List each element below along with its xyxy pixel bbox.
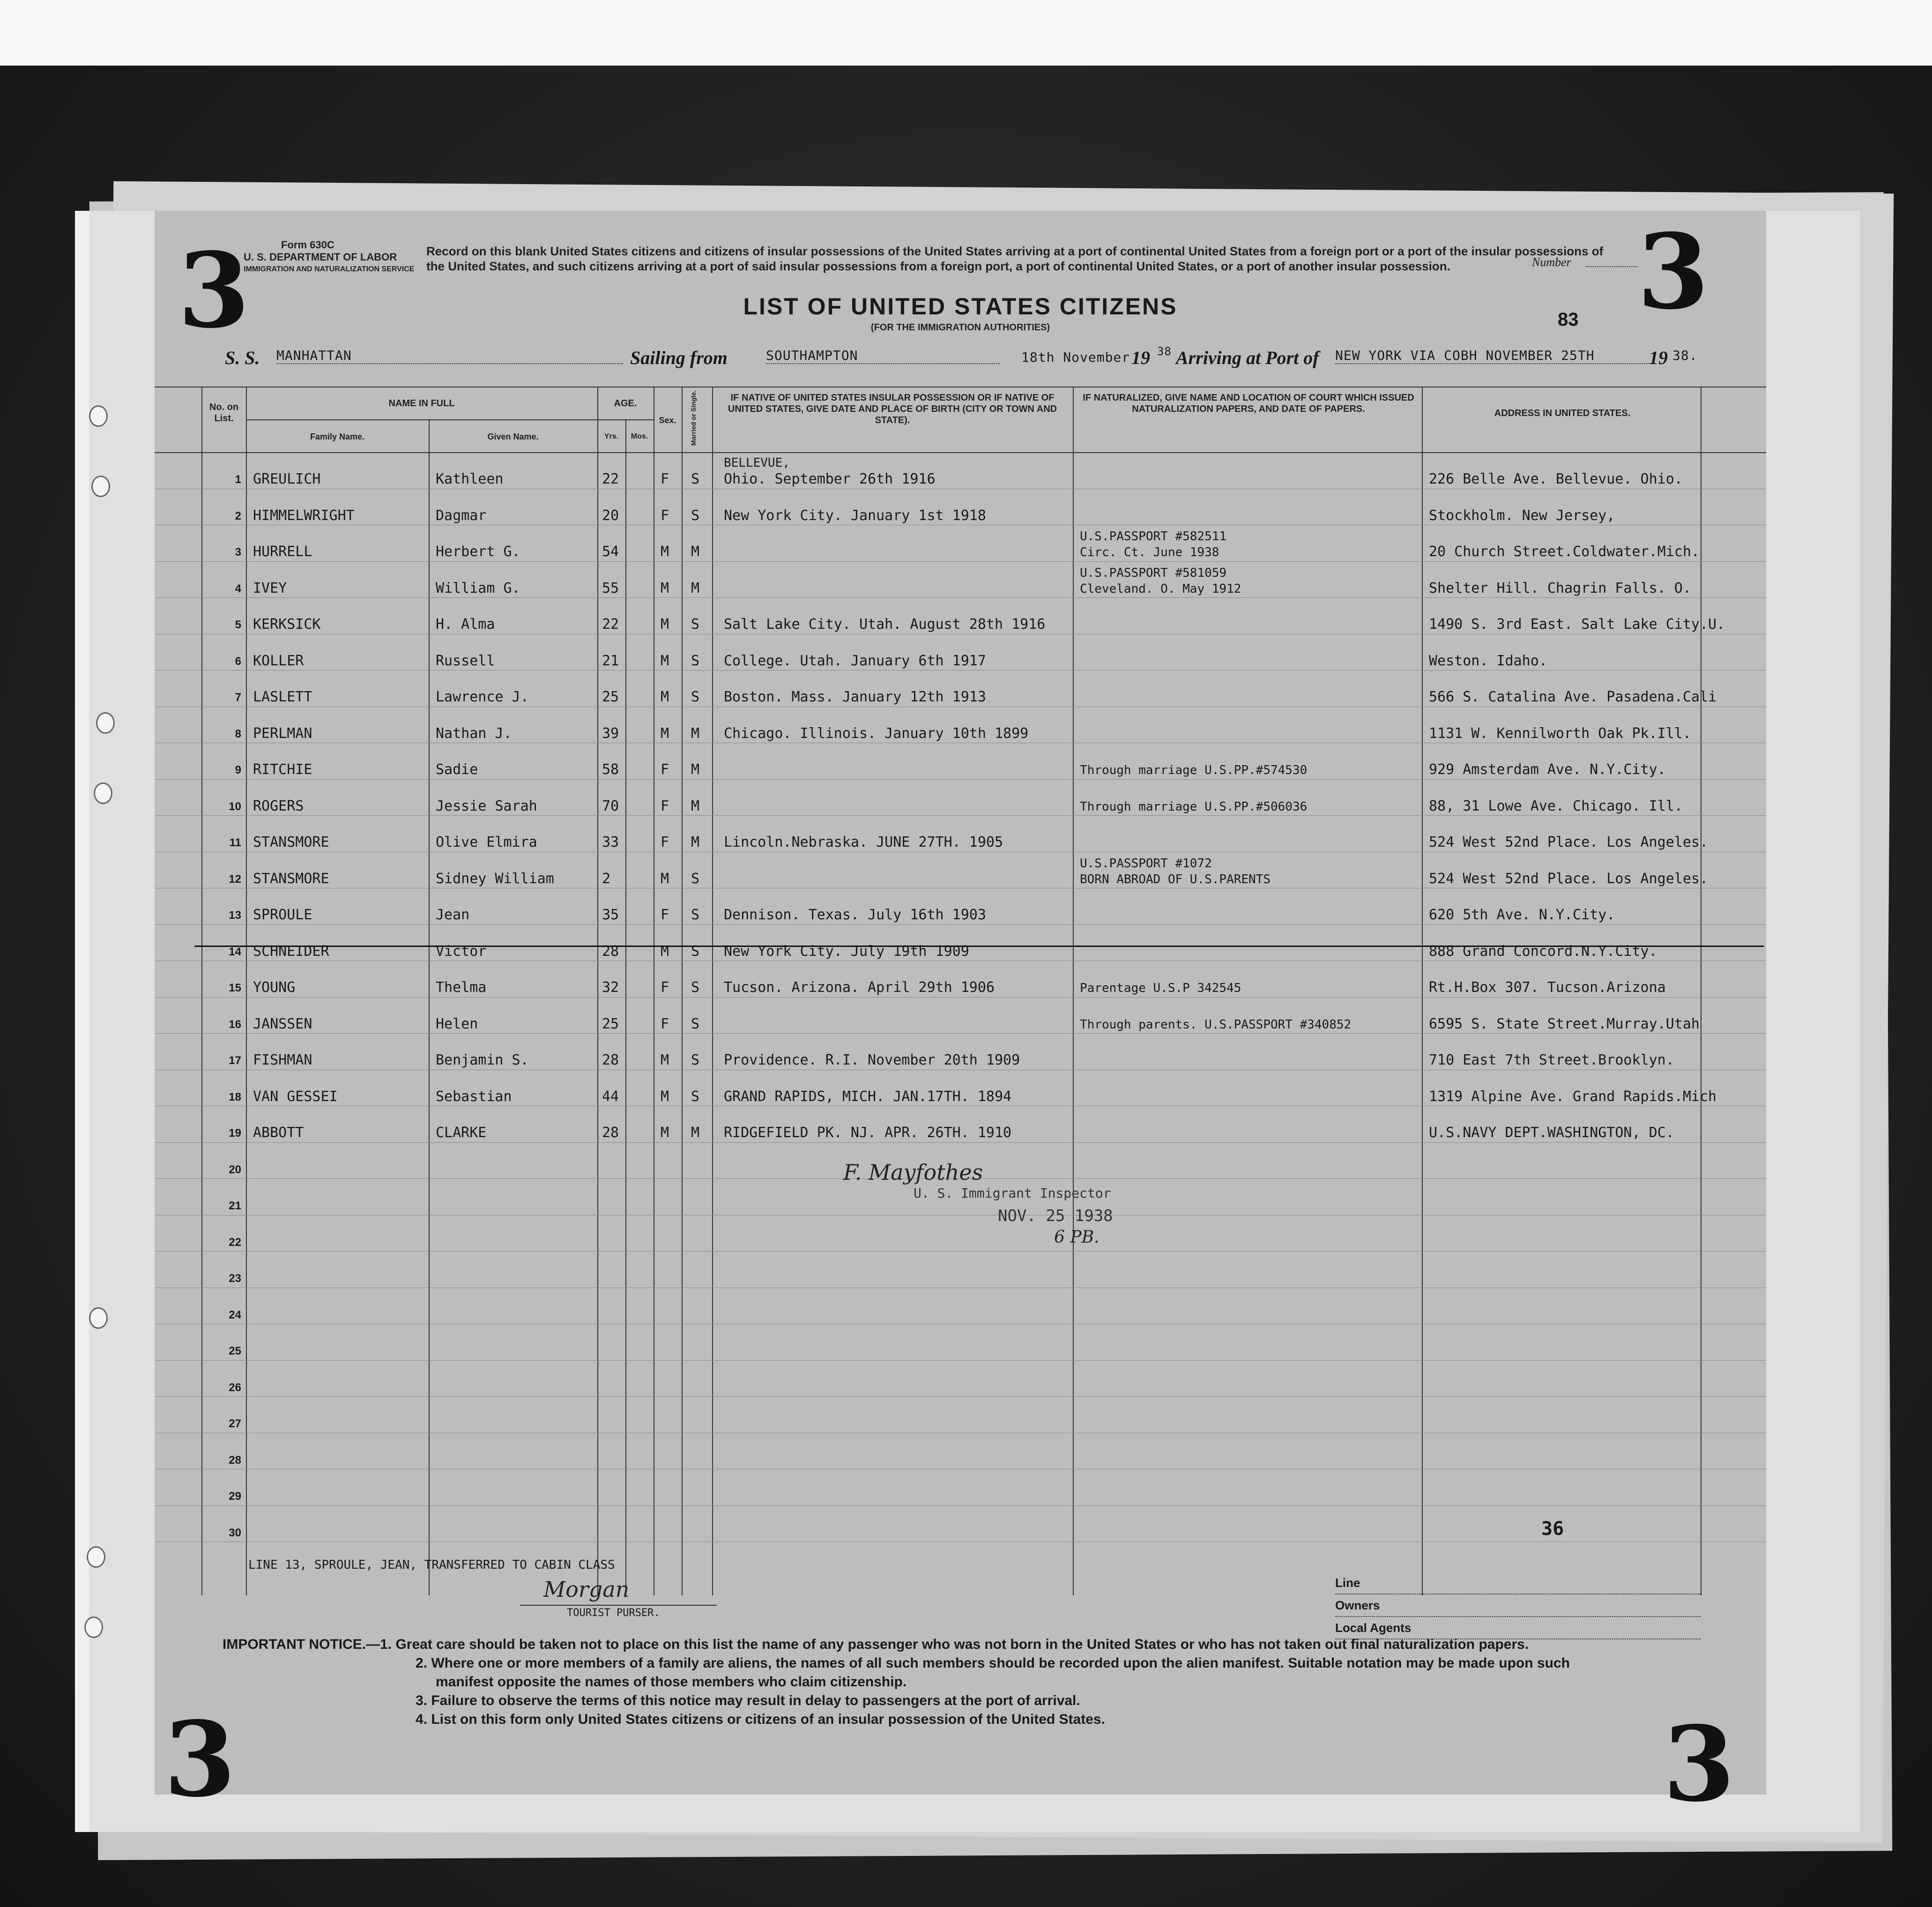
- line-number: 4: [235, 582, 241, 595]
- family-name: ROGERS: [253, 797, 304, 814]
- given-name: Nathan J.: [436, 725, 512, 742]
- line-13-strikethrough: [194, 946, 1764, 947]
- age-years: 28: [602, 943, 619, 960]
- ship-name: MANHATTAN: [276, 348, 623, 364]
- us-address: Shelter Hill. Chagrin Falls. O.: [1429, 580, 1691, 596]
- marital-status: M: [691, 544, 700, 560]
- corner-number-bottom-right: 3: [1663, 1703, 1735, 1825]
- header-no: No. on List.: [209, 402, 239, 424]
- notice-line-3: 3. Failure to observe the terms of this notice may result in delay to passengers at the port of arrival.: [416, 1693, 1080, 1708]
- family-name: LASLETT: [253, 689, 312, 705]
- header-address: ADDRESS IN UNITED STATES.: [1494, 408, 1631, 418]
- row-rule: [155, 1360, 1766, 1361]
- sex: F: [661, 979, 669, 996]
- given-name: Sadie: [436, 761, 478, 778]
- header-name-in-full: NAME IN FULL: [388, 398, 455, 409]
- sailing-from: SOUTHAMPTON: [766, 348, 1000, 364]
- birth-place-date: Tucson. Arizona. April 29th 1906: [724, 979, 995, 996]
- form-title: LIST OF UNITED STATES CITIZENS: [743, 293, 1178, 320]
- birth-place-date: Ohio. September 26th 1916: [724, 471, 936, 487]
- given-name: Lawrence J.: [436, 689, 529, 705]
- ss-label: S. S.: [225, 347, 260, 368]
- line-number: 16: [229, 1018, 241, 1031]
- binder-hole: [96, 712, 115, 734]
- notice-line-1: IMPORTANT NOTICE.—1. Great care should be taken not to place on this list the name of any passenger who was not born in the United States or who has not taken out final naturalization papers.: [223, 1637, 1529, 1652]
- sex: M: [661, 652, 669, 669]
- line-number: 1: [235, 473, 241, 486]
- row-rule: [155, 1033, 1766, 1034]
- line-number: 25: [229, 1345, 241, 1357]
- header-yrs: Yrs.: [604, 432, 619, 440]
- number-label: Number: [1532, 255, 1571, 269]
- line-number: 22: [229, 1236, 241, 1249]
- inspector-signature: F. Mayfothes: [843, 1160, 983, 1185]
- purser-title: TOURIST PURSER.: [567, 1607, 660, 1619]
- given-name: Benjamin S.: [436, 1052, 529, 1068]
- header-birth: IF NATIVE OF UNITED STATES INSULAR POSSESSION OR IF NATIVE OF UNITED STATES, GIVE DATE AND PLACE OF BIRTH (CITY OR TOWN AND STATE).: [728, 393, 1057, 425]
- line-number: 19: [229, 1127, 241, 1140]
- family-name: IVEY: [253, 580, 287, 596]
- important-notice: [223, 1635, 1628, 1729]
- record-instructions: Record on this blank United States citizens and citizens of insular possessions of the United States arriving at a port of continental United States from a foreign port or a port of the insular possessions of the United States, and such citizens arriving at a port of said insular possessions from a foreign port, a port of continental United States, or a port of another insular possession.: [426, 244, 1604, 273]
- arriving-label: Arriving at Port of: [1176, 347, 1319, 368]
- name-header-rule: [246, 419, 654, 420]
- given-name: Kathleen: [436, 471, 504, 487]
- line-number: 5: [235, 618, 241, 631]
- us-address: 88, 31 Lowe Ave. Chicago. Ill.: [1429, 797, 1683, 814]
- binder-hole: [94, 782, 112, 804]
- age-years: 55: [602, 580, 619, 596]
- page-count: 36: [1541, 1518, 1564, 1540]
- col-rule: [712, 387, 713, 1595]
- us-address: Stockholm. New Jersey,: [1429, 507, 1615, 524]
- line-number: 15: [229, 982, 241, 994]
- us-address: 929 Amsterdam Ave. N.Y.City.: [1429, 761, 1666, 778]
- line-number: 18: [229, 1090, 241, 1103]
- arrive-year-prefix: 19: [1649, 347, 1668, 368]
- col-rule: [1073, 387, 1074, 1595]
- form-subtitle: (FOR THE IMMIGRATION AUTHORITIES): [870, 322, 1050, 333]
- given-name: William G.: [436, 580, 520, 596]
- line-number: 27: [229, 1417, 241, 1430]
- line-number: 26: [229, 1381, 241, 1394]
- given-name: Herbert G.: [436, 544, 520, 560]
- us-address: 566 S. Catalina Ave. Pasadena.Cali: [1429, 689, 1717, 705]
- sex: F: [661, 761, 669, 778]
- us-address: 20 Church Street.Coldwater.Mich.: [1429, 544, 1700, 560]
- family-name: YOUNG: [253, 979, 296, 996]
- inspector-date-stamp: NOV. 25 1938: [998, 1207, 1113, 1225]
- given-name: Sidney William: [436, 870, 554, 887]
- sex: M: [661, 580, 669, 596]
- sex: F: [661, 1015, 669, 1032]
- arrive-year: 38.: [1672, 348, 1698, 363]
- naturalization-detail: Through marriage U.S.PP.#574530: [1080, 763, 1308, 777]
- age-years: 35: [602, 907, 619, 923]
- line-number: 7: [235, 691, 241, 704]
- us-address: 888 Grand Concord.N.Y.City.: [1429, 943, 1657, 960]
- col-rule: [682, 387, 683, 1595]
- us-address: 1319 Alpine Ave. Grand Rapids.Mich: [1429, 1088, 1717, 1105]
- given-name: Olive Elmira: [436, 834, 537, 850]
- header-sex: Sex.: [659, 416, 676, 425]
- passenger-table: [155, 387, 1766, 1595]
- binder-hole: [89, 405, 108, 427]
- sex: F: [661, 834, 669, 850]
- age-years: 70: [602, 797, 619, 814]
- age-years: 33: [602, 834, 619, 850]
- header-married: Married or Single.: [690, 390, 697, 446]
- given-name: H. Alma: [436, 616, 495, 633]
- col-rule: [625, 419, 626, 1595]
- sex: M: [661, 689, 669, 705]
- header-family-name: Family Name.: [310, 432, 365, 441]
- us-address: 6595 S. State Street.Murray.Utah: [1429, 1015, 1700, 1032]
- agent-block: [1335, 1572, 1701, 1639]
- us-address: 226 Belle Ave. Bellevue. Ohio.: [1429, 471, 1683, 487]
- family-name: KERKSICK: [253, 616, 321, 633]
- sex: M: [661, 616, 669, 633]
- sex: M: [661, 1052, 669, 1068]
- local-agents-field: Local Agents: [1335, 1617, 1701, 1639]
- age-years: 25: [602, 689, 619, 705]
- age-years: 58: [602, 761, 619, 778]
- us-address: 710 East 7th Street.Brooklyn.: [1429, 1052, 1674, 1068]
- age-years: 25: [602, 1015, 619, 1032]
- us-address: 524 West 52nd Place. Los Angeles.: [1429, 870, 1709, 887]
- marital-status: M: [691, 797, 700, 814]
- sailing-label: Sailing from: [630, 347, 728, 368]
- line-number: 8: [235, 727, 241, 740]
- line-number: 23: [229, 1272, 241, 1285]
- given-name: Jean: [436, 907, 470, 923]
- marital-status: S: [691, 1015, 700, 1032]
- marital-status: S: [691, 1052, 700, 1068]
- col-rule: [246, 387, 247, 1595]
- marital-status: S: [691, 907, 700, 923]
- top-margin: [0, 0, 1932, 66]
- line-number: 11: [229, 836, 241, 849]
- passport-number: U.S.PASSPORT #582511: [1080, 529, 1227, 544]
- age-header-rule: [597, 419, 654, 420]
- birth-place-date: New York City. January 1st 1918: [724, 507, 986, 524]
- us-address: Weston. Idaho.: [1429, 652, 1547, 669]
- inspector-title-stamp: U. S. Immigrant Inspector: [914, 1185, 1111, 1201]
- us-address: 1131 W. Kennilworth Oak Pk.Ill.: [1429, 725, 1691, 742]
- line-number: 12: [229, 872, 241, 886]
- naturalization-detail: Through parents. U.S.PASSPORT #340852: [1080, 1017, 1352, 1032]
- family-name: PERLMAN: [253, 725, 312, 742]
- age-years: 22: [602, 616, 619, 633]
- line-number: 24: [229, 1308, 241, 1321]
- purser-signature-line: [520, 1605, 717, 1606]
- line-number: 17: [229, 1054, 241, 1067]
- given-name: Dagmar: [436, 507, 487, 524]
- birth-place-date: Salt Lake City. Utah. August 28th 1916: [724, 616, 1046, 633]
- header-given-name: Given Name.: [487, 432, 539, 441]
- naturalization-detail: Parentage U.S.P 342545: [1080, 981, 1241, 995]
- sex: M: [661, 1088, 669, 1105]
- list-number: 83: [1558, 309, 1579, 330]
- family-name: RITCHIE: [253, 761, 312, 778]
- given-name: Russell: [436, 652, 495, 669]
- sex: M: [661, 943, 669, 960]
- family-name: FISHMAN: [253, 1052, 312, 1068]
- age-years: 20: [602, 507, 619, 524]
- naturalization-detail: Circ. Ct. June 1938: [1080, 545, 1219, 559]
- marital-status: S: [691, 1088, 700, 1105]
- birth-place-date: GRAND RAPIDS, MICH. JAN.17TH. 1894: [724, 1088, 1012, 1105]
- binder-hole: [89, 1307, 108, 1329]
- family-name: GREULICH: [253, 471, 321, 487]
- arriving-port: NEW YORK VIA COBH NOVEMBER 25TH: [1335, 348, 1654, 364]
- row-rule: [155, 1505, 1766, 1506]
- sex: F: [661, 797, 669, 814]
- family-name: SCHNEIDER: [253, 943, 329, 960]
- corner-number-top-right: 3: [1637, 211, 1709, 332]
- given-name: CLARKE: [436, 1125, 487, 1141]
- family-name: HURRELL: [253, 544, 312, 560]
- line-number: 9: [235, 764, 241, 776]
- birth-place-date: RIDGEFIELD PK. NJ. APR. 26TH. 1910: [724, 1125, 1012, 1141]
- birth-place-date: Chicago. Illinois. January 10th 1899: [724, 725, 1029, 742]
- family-name: STANSMORE: [253, 834, 329, 850]
- marital-status: S: [691, 652, 700, 669]
- form-identification: [244, 239, 414, 276]
- age-years: 39: [602, 725, 619, 742]
- marital-status: M: [691, 1125, 700, 1141]
- corner-number-bottom-left: 3: [164, 1698, 236, 1820]
- sex: F: [661, 507, 669, 524]
- birth-city: BELLEVUE,: [724, 456, 790, 470]
- header-bottom-rule: [155, 452, 1766, 453]
- us-address: 1490 S. 3rd East. Salt Lake City.U.: [1429, 616, 1725, 633]
- notice-heading: IMPORTANT NOTICE.: [223, 1637, 366, 1652]
- line-field: Line: [1335, 1572, 1701, 1594]
- given-name: Sebastian: [436, 1088, 512, 1105]
- sex: M: [661, 870, 669, 887]
- naturalization-detail: Cleveland. O. May 1912: [1080, 581, 1241, 596]
- us-address: U.S.NAVY DEPT.WASHINGTON, DC.: [1429, 1125, 1674, 1141]
- line-number: 13: [229, 909, 241, 922]
- notice-line-2: 2. Where one or more members of a family are aliens, the names of all such members should be recorded upon the alien manifest. Suitable notation may be made upon such: [416, 1655, 1570, 1671]
- birth-place-date: Boston. Mass. January 12th 1913: [724, 689, 986, 705]
- col-rule: [201, 387, 202, 1595]
- sex: M: [661, 1125, 669, 1141]
- birth-place-date: Providence. R.I. November 20th 1909: [724, 1052, 1020, 1068]
- binder-hole: [87, 1546, 105, 1568]
- row-rule: [155, 779, 1766, 780]
- naturalization-detail: Through marriage U.S.PP.#506036: [1080, 799, 1308, 814]
- sex: M: [661, 544, 669, 560]
- family-name: STANSMORE: [253, 870, 329, 887]
- marital-status: M: [691, 580, 700, 596]
- row-rule: [155, 924, 1766, 925]
- family-name: JANSSEN: [253, 1015, 312, 1032]
- line-number: 14: [229, 945, 241, 958]
- number-underline: [1586, 266, 1637, 267]
- header-mos: Mos.: [631, 432, 648, 440]
- col-rule: [429, 419, 430, 1595]
- age-years: 28: [602, 1052, 619, 1068]
- family-name: VAN GESSEI: [253, 1088, 338, 1105]
- service-name: IMMIGRATION AND NATURALIZATION SERVICE: [244, 265, 415, 273]
- birth-place-date: New York City. July 19th 1909: [724, 943, 969, 960]
- sex: M: [661, 725, 669, 742]
- owners-field: Owners: [1335, 1594, 1701, 1617]
- row-rule: [155, 1142, 1766, 1143]
- age-years: 44: [602, 1088, 619, 1105]
- birth-place-date: Lincoln.Nebraska. JUNE 27TH. 1905: [724, 834, 1003, 850]
- row-rule: [155, 997, 1766, 998]
- birth-place-date: College. Utah. January 6th 1917: [724, 652, 986, 669]
- family-name: ABBOTT: [253, 1125, 304, 1141]
- header-naturalized: IF NATURALIZED, GIVE NAME AND LOCATION OF COURT WHICH ISSUED NATURALIZATION PAPERS, AND DATE OF PAPERS.: [1083, 393, 1414, 414]
- marital-status: S: [691, 943, 700, 960]
- notice-line-2b: manifest opposite the names of those members who claim citizenship.: [436, 1674, 907, 1690]
- sail-year-prefix: 19: [1131, 347, 1150, 368]
- marital-status: M: [691, 725, 700, 742]
- line-number: 2: [235, 509, 241, 522]
- family-name: SPROULE: [253, 907, 312, 923]
- given-name: Helen: [436, 1015, 478, 1032]
- marital-status: S: [691, 870, 700, 887]
- binder-hole: [91, 476, 110, 497]
- row-rule: [155, 597, 1766, 598]
- marital-status: M: [691, 834, 700, 850]
- us-address: 524 West 52nd Place. Los Angeles.: [1429, 834, 1709, 850]
- form-number: Form 630C: [281, 239, 334, 251]
- row-rule: [155, 1396, 1766, 1397]
- age-years: 22: [602, 471, 619, 487]
- col-rule: [1701, 387, 1702, 1595]
- family-name: HIMMELWRIGHT: [253, 507, 355, 524]
- line-number: 20: [229, 1163, 241, 1176]
- row-rule: [155, 815, 1766, 816]
- passport-number: U.S.PASSPORT #1072: [1080, 856, 1212, 871]
- line-number: 10: [229, 800, 241, 813]
- marital-status: S: [691, 616, 700, 633]
- department-name: U. S. DEPARTMENT OF LABOR: [244, 251, 397, 263]
- binder-hole: [84, 1616, 103, 1638]
- line-number: 30: [229, 1526, 241, 1539]
- us-address: 620 5th Ave. N.Y.City.: [1429, 907, 1615, 923]
- inspector-initials: 6 PB.: [1054, 1228, 1100, 1247]
- line-number: 6: [235, 655, 241, 668]
- marital-status: S: [691, 979, 700, 996]
- given-name: Thelma: [436, 979, 487, 996]
- sex: F: [661, 907, 669, 923]
- transfer-note: LINE 13, SPROULE, JEAN, TRANSFERRED TO CABIN CLASS: [248, 1558, 615, 1572]
- marital-status: S: [691, 689, 700, 705]
- citizens-list-form: [155, 211, 1766, 1825]
- family-name: KOLLER: [253, 652, 304, 669]
- sail-year: 38: [1157, 345, 1172, 358]
- age-years: 2: [602, 870, 611, 887]
- sex: F: [661, 471, 669, 487]
- col-rule: [1422, 387, 1423, 1595]
- marital-status: M: [691, 761, 700, 778]
- corner-number-top-left: 3: [178, 230, 250, 351]
- age-years: 28: [602, 1125, 619, 1141]
- age-years: 32: [602, 979, 619, 996]
- given-name: Jessie Sarah: [436, 797, 537, 814]
- line-number: 21: [229, 1199, 241, 1212]
- purser-signature: Morgan: [543, 1577, 630, 1602]
- age-years: 54: [602, 544, 619, 560]
- line-number: 3: [235, 546, 241, 559]
- sail-date: 18th November: [1021, 350, 1130, 365]
- line-number: 29: [229, 1490, 241, 1503]
- notice-line-4: 4. List on this form only United States citizens or citizens of an insular possession of the United States.: [416, 1712, 1105, 1727]
- marital-status: S: [691, 507, 700, 524]
- naturalization-detail: BORN ABROAD OF U.S.PARENTS: [1080, 872, 1271, 886]
- line-number: 28: [229, 1453, 241, 1467]
- col-rule: [597, 387, 598, 1595]
- header-age: AGE.: [614, 398, 637, 409]
- birth-place-date: Dennison. Texas. July 16th 1903: [724, 907, 986, 923]
- marital-status: S: [691, 471, 700, 487]
- row-rule: [155, 561, 1766, 562]
- given-name: Victor: [436, 943, 487, 960]
- passport-number: U.S.PASSPORT #581059: [1080, 566, 1227, 580]
- us-address: Rt.H.Box 307. Tucson.Arizona: [1429, 979, 1666, 996]
- age-years: 21: [602, 652, 619, 669]
- voyage-line: [225, 342, 1724, 370]
